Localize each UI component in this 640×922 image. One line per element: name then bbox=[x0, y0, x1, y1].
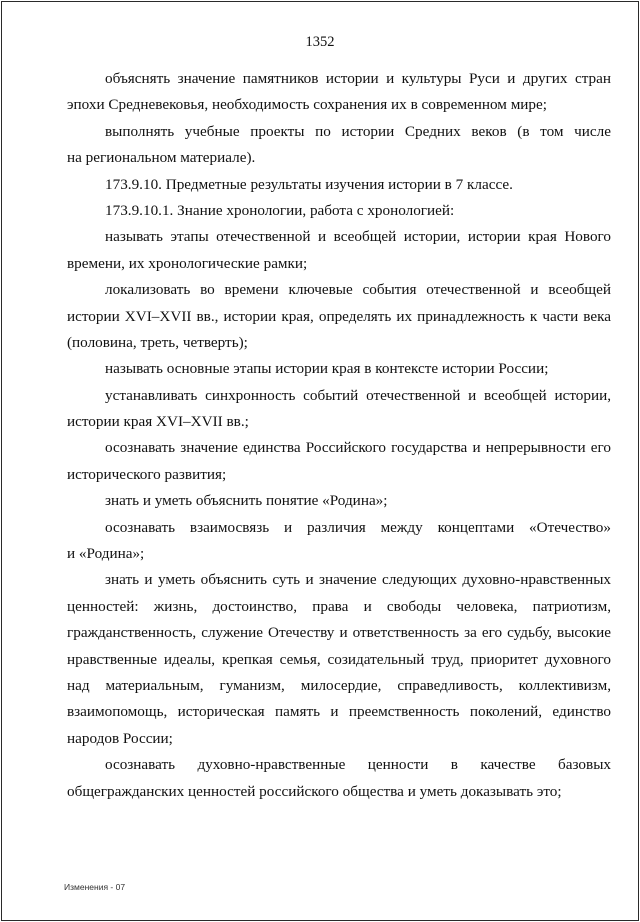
text-line: называть основные этапы истории края в контексте истории России; bbox=[105, 360, 549, 378]
text-line: осознавать взаимосвязь и различия между концептами «Отечество» bbox=[105, 518, 611, 536]
text-line: называть этапы отечественной и всеобщей истории, истории края Нового bbox=[105, 228, 611, 246]
text-line: времени, их хронологические рамки; bbox=[67, 254, 308, 272]
text-line: локализовать во времени ключевые события отечественной и всеобщей bbox=[105, 281, 611, 299]
text-line: знать и уметь объяснить суть и значение следующих духовно-нравственных bbox=[105, 571, 611, 589]
text-line: истории XVI–XVII вв., истории края, определять их принадлежность к части века bbox=[67, 307, 611, 325]
text-line: осознавать духовно-нравственные ценности в качестве базовых bbox=[105, 756, 611, 774]
text-line: истории края XVI–XVII вв.; bbox=[67, 413, 249, 431]
text-line: знать и уметь объяснить понятие «Родина»; bbox=[105, 492, 388, 510]
text-line: осознавать значение единства Российского государства и непрерывности его bbox=[105, 439, 611, 457]
text-line: над материальным, гуманизм, милосердие, справедливость, коллективизм, bbox=[67, 676, 611, 694]
text-line: выполнять учебные проекты по истории Средних веков (в том числе bbox=[105, 122, 611, 140]
text-line: нравственные идеалы, крепкая семья, созидательный труд, приоритет духовного bbox=[67, 650, 611, 668]
text-line: ценностей: жизнь, достоинство, права и свободы человека, патриотизм, bbox=[67, 597, 611, 615]
text-line: (половина, треть, четверть); bbox=[67, 333, 248, 351]
page-number: 1352 bbox=[305, 34, 335, 50]
text-line: устанавливать синхронность событий отечественной и всеобщей истории, bbox=[105, 386, 611, 404]
text-line: взаимопомощь, историческая память и преемственность поколений, единство bbox=[67, 703, 611, 721]
footer-note: Изменения - 07 bbox=[64, 882, 126, 892]
text-line: объяснять значение памятников истории и культуры Руси и других стран bbox=[105, 70, 611, 87]
text-line: и «Родина»; bbox=[67, 545, 145, 563]
document-body bbox=[67, 66, 611, 805]
text-line: 173.9.10. Предметные результаты изучения истории в 7 классе. bbox=[105, 175, 513, 193]
text-line: эпохи Средневековья, необходимость сохранения их в современном мире; bbox=[67, 96, 547, 114]
text-line: на региональном материале). bbox=[67, 149, 256, 167]
text-line: общегражданских ценностей российского общества и уметь доказывать это; bbox=[67, 782, 562, 800]
text-line: 173.9.10.1. Знание хронологии, работа с хронологией: bbox=[105, 201, 455, 219]
text-line: народов России; bbox=[67, 729, 173, 747]
text-line: гражданственность, служение Отечеству и ответственность за его судьбу, высокие bbox=[67, 624, 611, 642]
text-line: исторического развития; bbox=[67, 465, 227, 483]
